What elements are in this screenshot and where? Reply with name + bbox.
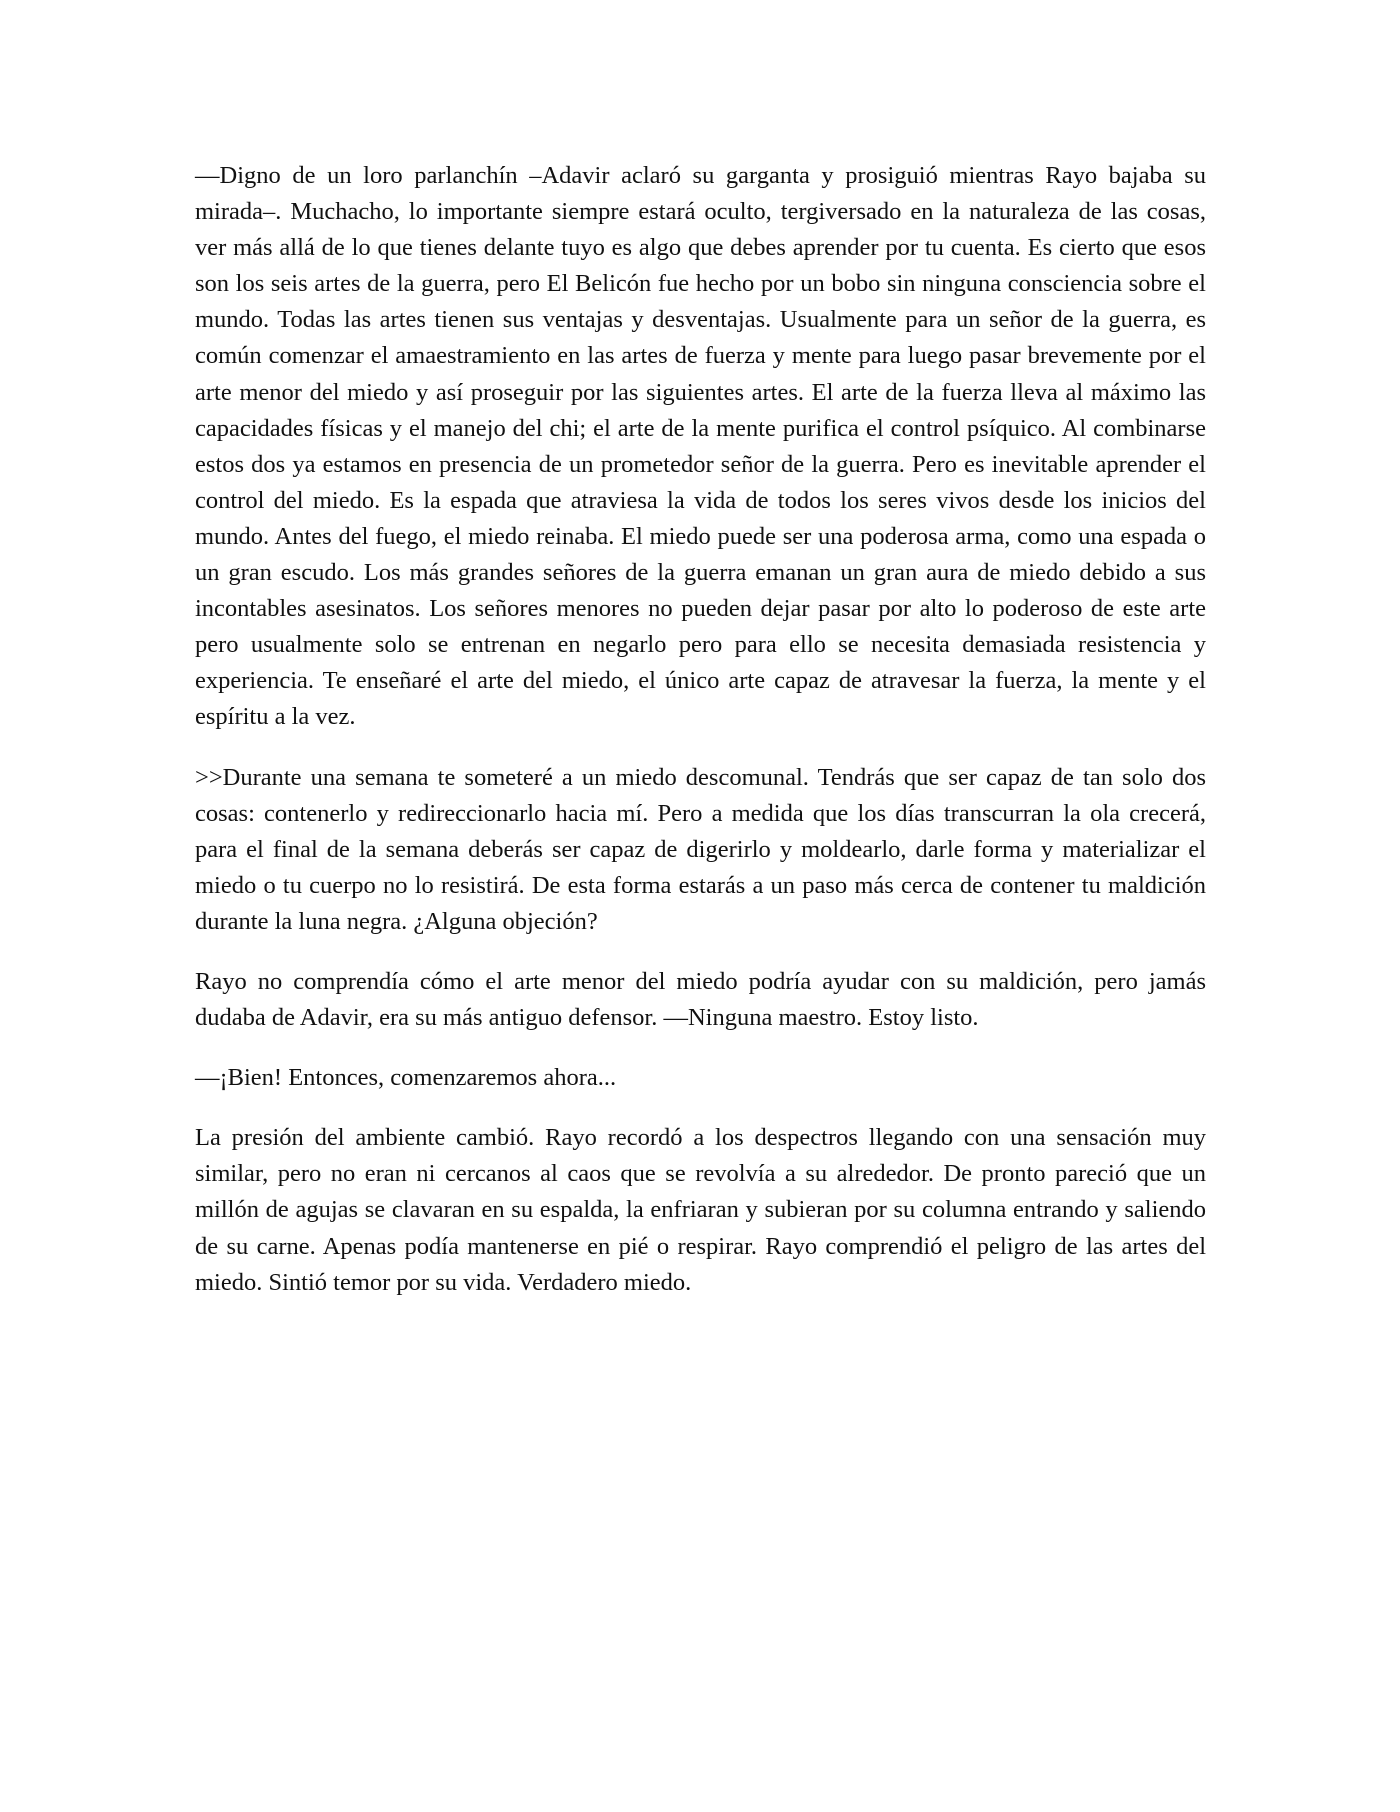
paragraph: >>Durante una semana te someteré a un miedo descomunal. Tendrás que ser capaz de tan solo dos cosas: contenerlo y redireccionarlo hacia mí. Pero a medida que los días transcurran la ola crecerá, para el final de la semana deberás ser capaz de digerirlo y moldearlo, darle forma y materializar el miedo o tu cuerpo no lo resistirá. De esta forma estarás a un paso más cerca de contener tu maldición durante la luna negra. ¿Alguna objeción? (195, 763, 1206, 935)
paragraph: Rayo no comprendía cómo el arte menor del miedo podría ayudar con su maldición, pero jamás dudaba de Adavir, era su más antiguo defensor. —Ninguna maestro. Estoy listo. (195, 967, 1206, 1032)
paragraph: —¡Bien! Entonces, comenzaremos ahora... (195, 1064, 617, 1092)
paragraph: —Digno de un loro parlanchín –Adavir aclaró su garganta y prosiguió mientras Rayo bajaba su mirada–. Muchacho, lo importante siempre estará oculto, tergiversado en la naturaleza de las cosas, ver más allá de lo que tienes delante tuyo es algo que debes aprender por tu cuenta. Es cierto que esos son los seis artes de la guerra, pero El Belicón fue hecho por un bobo sin ninguna consciencia sobre el mundo. Todas las artes tienen sus ventajas y desventajas. Usualmente para un señor de la guerra, es común comenzar el amaestramiento en las artes de fuerza y mente para luego pasar brevemente por el arte menor del miedo y así proseguir por las siguientes artes. El arte de la fuerza lleva al máximo las capacidades físicas y el manejo del chi; el arte de la mente purifica el control psíquico. Al combinarse estos dos ya estamos en presencia de un prometedor señor de la guerra. Pero es inevitable aprender el control del miedo. Es la espada que atraviesa la vida de todos los seres vivos desde los inicios del mundo. Antes del fuego, el miedo reinaba. El miedo puede ser una poderosa arma, como una espada o un gran escudo. Los más grandes señores de la guerra emanan un gran aura de miedo debido a sus incontables asesinatos. Los señores menores no pueden dejar pasar por alto lo poderoso de este arte pero usualmente solo se entrenan en negarlo pero para ello se necesita demasiada resistencia y experiencia. Te enseñaré el arte del miedo, el único arte capaz de atravesar la fuerza, la mente y el espíritu a la vez. (195, 162, 1206, 731)
paragraph: La presión del ambiente cambió. Rayo recordó a los despectros llegando con una sensación muy similar, pero no eran ni cercanos al caos que se revolvía a su alrededor. De pronto pareció que un millón de agujas se clavaran en su espalda, la enfriaran y subieran por su columna entrando y saliendo de su carne. Apenas podía mantenerse en pié o respirar. Rayo comprendió el peligro de las artes del miedo. Sintió temor por su vida. Verdadero miedo. (195, 1124, 1206, 1296)
document-body (195, 158, 1206, 1325)
